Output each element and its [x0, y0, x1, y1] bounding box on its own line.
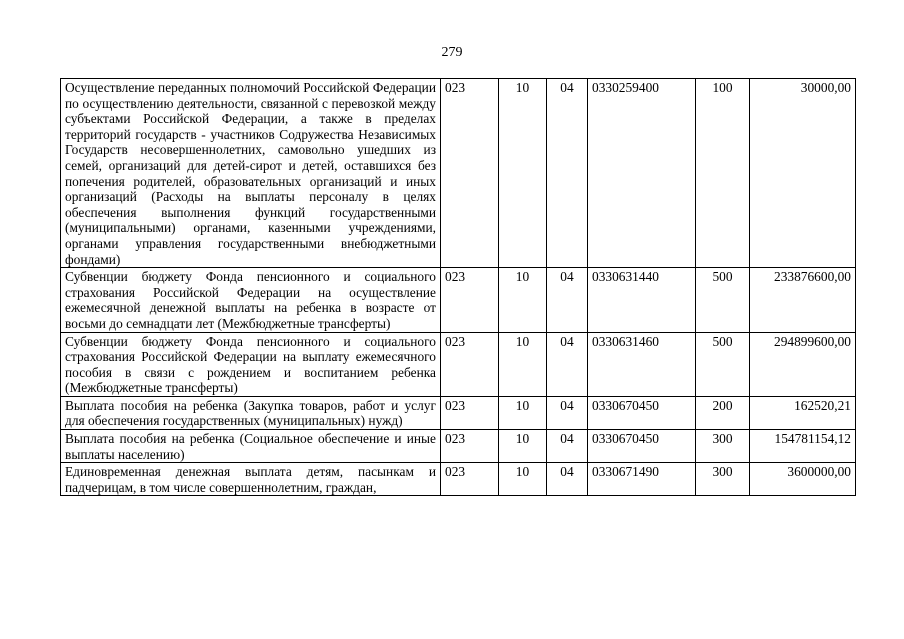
row-ministry-code: 023: [441, 79, 499, 268]
table-row: [61, 463, 856, 496]
row-description: Выплата пособия на ребенка (Социальное обеспечение и иные выплаты населению): [61, 430, 441, 463]
table-row: [61, 332, 856, 396]
row-amount: 162520,21: [750, 396, 856, 429]
table-row: [61, 79, 856, 268]
row-target-article: 0330631440: [588, 268, 696, 332]
row-section-code: 10: [499, 332, 547, 396]
table-row: [61, 430, 856, 463]
row-description: Осуществление переданных полномочий Российской Федерации по осуществлению деятельности, связанной с перевозкой между субъектами Российской Федерации, а также в пределах территорий государств - участников Содружества Независимых Государств несовершеннолетних, самовольно ушедших из семей, организаций для детей-сирот и детей, оставшихся без попечения родителей, образовательных организаций и иных организаций (Расходы на выплаты персоналу в целях обеспечения выполнения функций государственными (муниципальными) органами, казенными учреждениями, органами управления государственными внебюджетными фондами): [61, 79, 441, 268]
row-amount: 294899600,00: [750, 332, 856, 396]
row-subsection-code: 04: [547, 396, 588, 429]
row-amount: 3600000,00: [750, 463, 856, 496]
row-target-article: 0330670450: [588, 396, 696, 429]
row-section-code: 10: [499, 396, 547, 429]
row-expense-type: 500: [696, 332, 750, 396]
row-subsection-code: 04: [547, 463, 588, 496]
row-section-code: 10: [499, 430, 547, 463]
row-target-article: 0330631460: [588, 332, 696, 396]
row-amount: 30000,00: [750, 79, 856, 268]
row-expense-type: 300: [696, 430, 750, 463]
row-description: Выплата пособия на ребенка (Закупка товаров, работ и услуг для обеспечения государственных (муниципальных) нужд): [61, 396, 441, 429]
row-amount: 154781154,12: [750, 430, 856, 463]
row-subsection-code: 04: [547, 79, 588, 268]
row-section-code: 10: [499, 79, 547, 268]
row-ministry-code: 023: [441, 463, 499, 496]
row-expense-type: 100: [696, 79, 750, 268]
row-target-article: 0330259400: [588, 79, 696, 268]
row-subsection-code: 04: [547, 332, 588, 396]
page-number: 279: [441, 45, 463, 60]
row-amount: 233876600,00: [750, 268, 856, 332]
row-expense-type: 200: [696, 396, 750, 429]
row-subsection-code: 04: [547, 430, 588, 463]
row-ministry-code: 023: [441, 396, 499, 429]
row-description: Субвенции бюджету Фонда пенсионного и социального страхования Российской Федерации на выплату ежемесячного пособия в связи с рождением и воспитанием ребенка (Межбюджетные трансферты): [61, 332, 441, 396]
table-row: [61, 268, 856, 332]
row-target-article: 0330670450: [588, 430, 696, 463]
row-ministry-code: 023: [441, 332, 499, 396]
row-ministry-code: 023: [441, 430, 499, 463]
row-expense-type: 300: [696, 463, 750, 496]
row-target-article: 0330671490: [588, 463, 696, 496]
row-subsection-code: 04: [547, 268, 588, 332]
row-section-code: 10: [499, 463, 547, 496]
table-row: [61, 396, 856, 429]
row-expense-type: 500: [696, 268, 750, 332]
row-description: Субвенции бюджету Фонда пенсионного и социального страхования Российской Федерации на осуществление ежемесячной денежной выплаты на ребенка в возрасте от восьми до семнадцати лет (Межбюджетные трансферты): [61, 268, 441, 332]
row-ministry-code: 023: [441, 268, 499, 332]
row-section-code: 10: [499, 268, 547, 332]
budget-table: [60, 78, 856, 496]
row-description: Единовременная денежная выплата детям, пасынкам и падчерицам, в том числе совершеннолетним, граждан,: [61, 463, 441, 496]
